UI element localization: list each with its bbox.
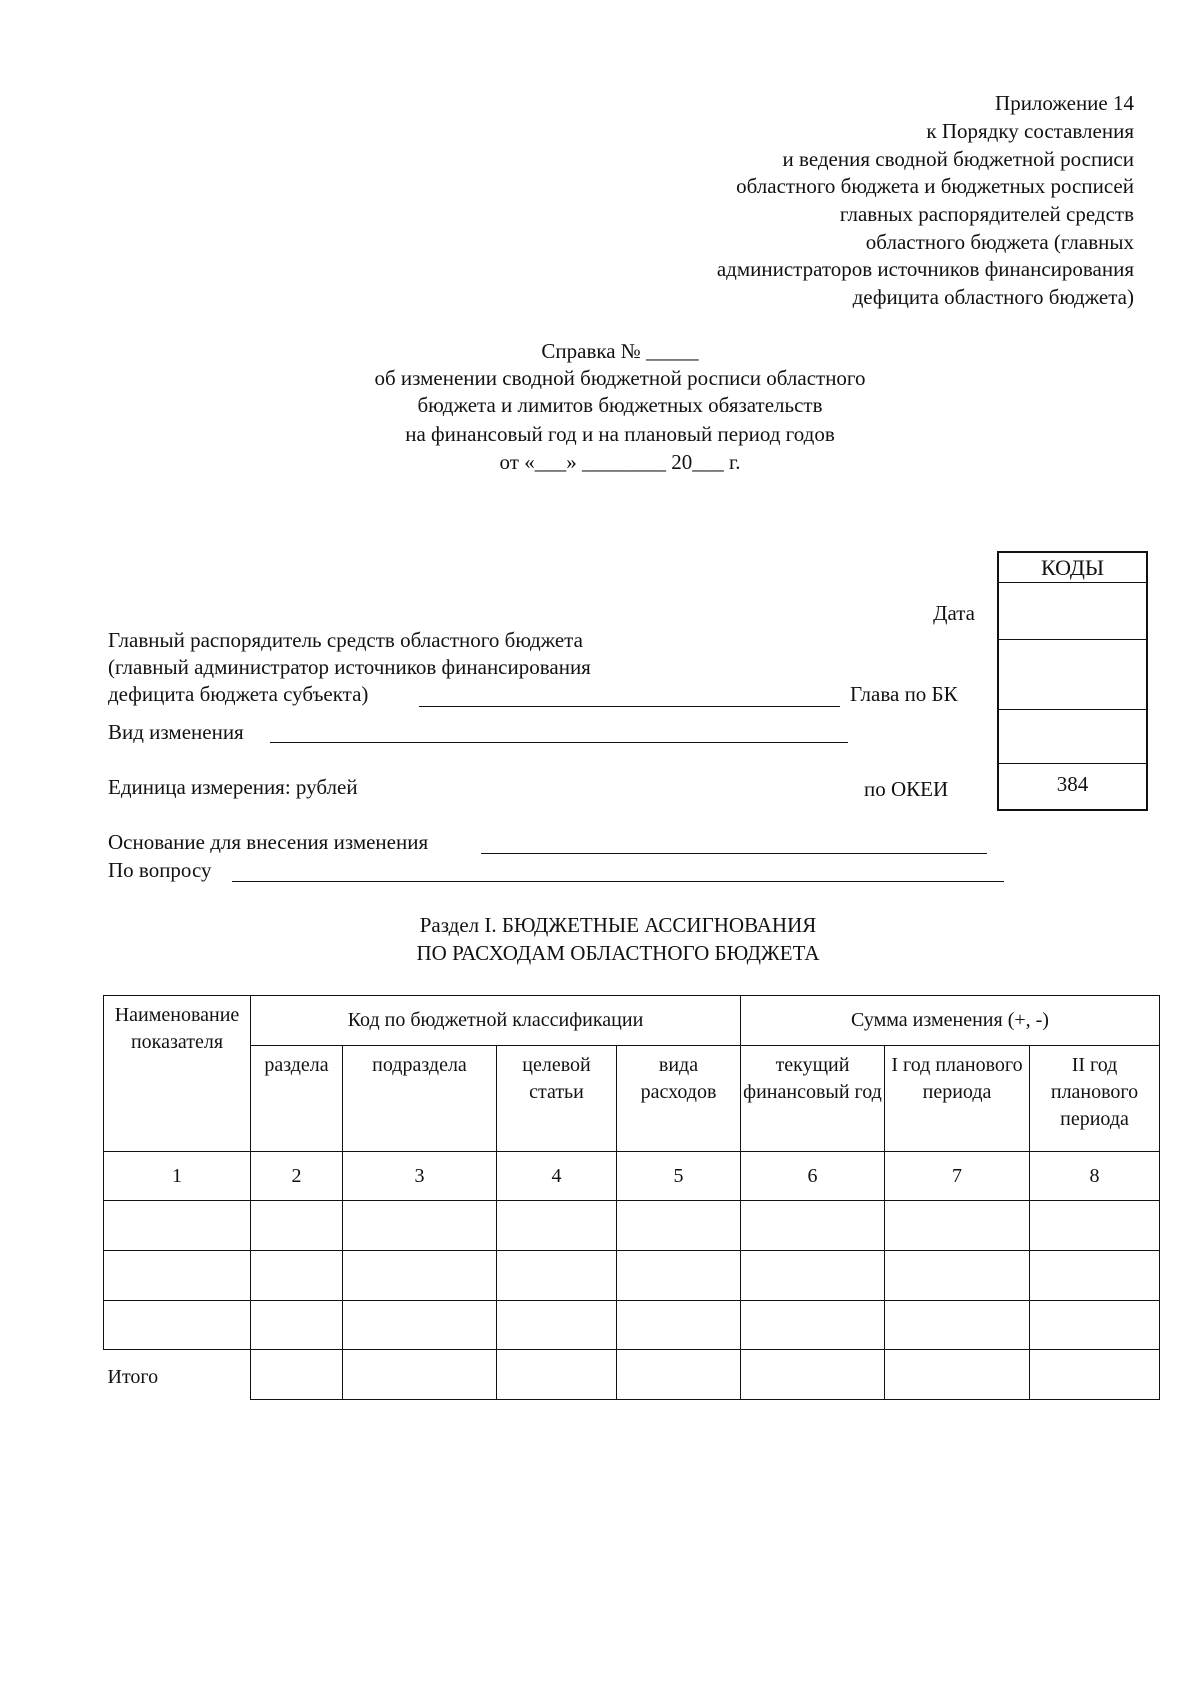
- column-number: 3: [343, 1152, 497, 1201]
- total-cell[interactable]: [1030, 1350, 1160, 1400]
- total-cell[interactable]: [497, 1350, 617, 1400]
- table-row: [104, 1251, 1160, 1301]
- manager-label-line: Главный распорядитель средств областного бюджета: [108, 628, 583, 652]
- appendix-line: главных распорядителей средств: [839, 202, 1134, 226]
- column-number: 5: [617, 1152, 741, 1201]
- table-cell[interactable]: [885, 1201, 1030, 1251]
- table-cell[interactable]: [617, 1201, 741, 1251]
- appendix-line: областного бюджета (главных: [865, 230, 1134, 254]
- table-cell[interactable]: [1030, 1301, 1160, 1350]
- total-cell[interactable]: [617, 1350, 741, 1400]
- group-header-classification: Код по бюджетной классификации: [251, 996, 741, 1046]
- sub-header: подраздела: [343, 1046, 497, 1152]
- table-cell[interactable]: [741, 1201, 885, 1251]
- table-row: [104, 1301, 1160, 1350]
- title-line: Справка № _____: [541, 339, 699, 363]
- code-cell-okei: 384: [999, 763, 1146, 809]
- table-cell[interactable]: [617, 1251, 741, 1301]
- sub-header: целевой статьи: [497, 1046, 617, 1152]
- table-cell[interactable]: [617, 1301, 741, 1350]
- code-cell-manager[interactable]: [999, 639, 1146, 709]
- change-type-label: Вид изменения: [108, 720, 244, 744]
- table-cell[interactable]: [497, 1301, 617, 1350]
- table-cell[interactable]: [104, 1251, 251, 1301]
- table-row: [104, 1201, 1160, 1251]
- sub-header: II год планового периода: [1030, 1046, 1160, 1152]
- budget-table: [103, 995, 1160, 1400]
- table-cell[interactable]: [885, 1301, 1030, 1350]
- table-cell[interactable]: [251, 1251, 343, 1301]
- total-cell[interactable]: [343, 1350, 497, 1400]
- code-cell-glava[interactable]: [999, 709, 1146, 763]
- manager-field[interactable]: [419, 706, 840, 707]
- sub-header: I год планового периода: [885, 1046, 1030, 1152]
- table-cell[interactable]: [741, 1301, 885, 1350]
- table-cell[interactable]: [251, 1301, 343, 1350]
- appendix-line: дефицита областного бюджета): [852, 285, 1134, 309]
- manager-label-line: (главный администратор источников финансирования: [108, 655, 591, 679]
- title-line: об изменении сводной бюджетной росписи областного: [374, 366, 866, 390]
- table-cell[interactable]: [741, 1251, 885, 1301]
- table-cell[interactable]: [104, 1201, 251, 1251]
- okei-label: по ОКЕИ: [864, 777, 949, 801]
- total-cell[interactable]: [885, 1350, 1030, 1400]
- total-cell[interactable]: [741, 1350, 885, 1400]
- group-header-sum: Сумма изменения (+, -): [741, 996, 1160, 1046]
- unit-label: Единица измерения: рублей: [108, 775, 358, 799]
- question-field[interactable]: [232, 881, 1004, 882]
- table-cell[interactable]: [343, 1251, 497, 1301]
- appendix-line: и ведения сводной бюджетной росписи: [782, 147, 1134, 171]
- appendix-line: Приложение 14: [995, 91, 1134, 115]
- table-cell[interactable]: [343, 1301, 497, 1350]
- code-cell-date[interactable]: [999, 582, 1146, 639]
- col-header-indicator: Наименование показателя: [104, 996, 251, 1152]
- date-label: Дата: [933, 601, 975, 625]
- column-number: 2: [251, 1152, 343, 1201]
- table-cell[interactable]: [885, 1251, 1030, 1301]
- table-cell[interactable]: [343, 1201, 497, 1251]
- sub-header: раздела: [251, 1046, 343, 1152]
- glava-label: Глава по БК: [850, 682, 958, 706]
- table-cell[interactable]: [104, 1301, 251, 1350]
- column-number: 7: [885, 1152, 1030, 1201]
- appendix-line: областного бюджета и бюджетных росписей: [736, 174, 1134, 198]
- table-cell[interactable]: [1030, 1251, 1160, 1301]
- column-number: 1: [104, 1152, 251, 1201]
- table-cell[interactable]: [497, 1251, 617, 1301]
- change-type-field[interactable]: [270, 742, 848, 743]
- table-cell[interactable]: [1030, 1201, 1160, 1251]
- table-cell[interactable]: [497, 1201, 617, 1251]
- sub-header: текущий финансовый год: [741, 1046, 885, 1152]
- title-line: на финансовый год и на плановый период годов: [405, 422, 835, 446]
- total-label: Итого: [104, 1350, 251, 1400]
- appendix-line: к Порядку составления: [926, 119, 1134, 143]
- column-number: 4: [497, 1152, 617, 1201]
- basis-field[interactable]: [481, 853, 987, 854]
- appendix-line: администраторов источников финансирования: [716, 257, 1134, 281]
- codes-box: [997, 551, 1148, 811]
- question-label: По вопросу: [108, 858, 212, 882]
- title-line: бюджета и лимитов бюджетных обязательств: [417, 393, 823, 417]
- table-cell[interactable]: [251, 1201, 343, 1251]
- section-heading-line: ПО РАСХОДАМ ОБЛАСТНОГО БЮДЖЕТА: [416, 941, 820, 965]
- basis-label: Основание для внесения изменения: [108, 830, 429, 854]
- manager-label-line: дефицита бюджета субъекта): [108, 682, 369, 706]
- title-line: от «___» ________ 20___ г.: [499, 450, 741, 474]
- codes-header: КОДЫ: [1040, 555, 1105, 580]
- total-cell[interactable]: [251, 1350, 343, 1400]
- section-heading-line: Раздел I. БЮДЖЕТНЫЕ АССИГНОВАНИЯ: [419, 913, 817, 937]
- column-number: 6: [741, 1152, 885, 1201]
- sub-header: вида расходов: [617, 1046, 741, 1152]
- total-row: [104, 1350, 1160, 1400]
- column-number: 8: [1030, 1152, 1160, 1201]
